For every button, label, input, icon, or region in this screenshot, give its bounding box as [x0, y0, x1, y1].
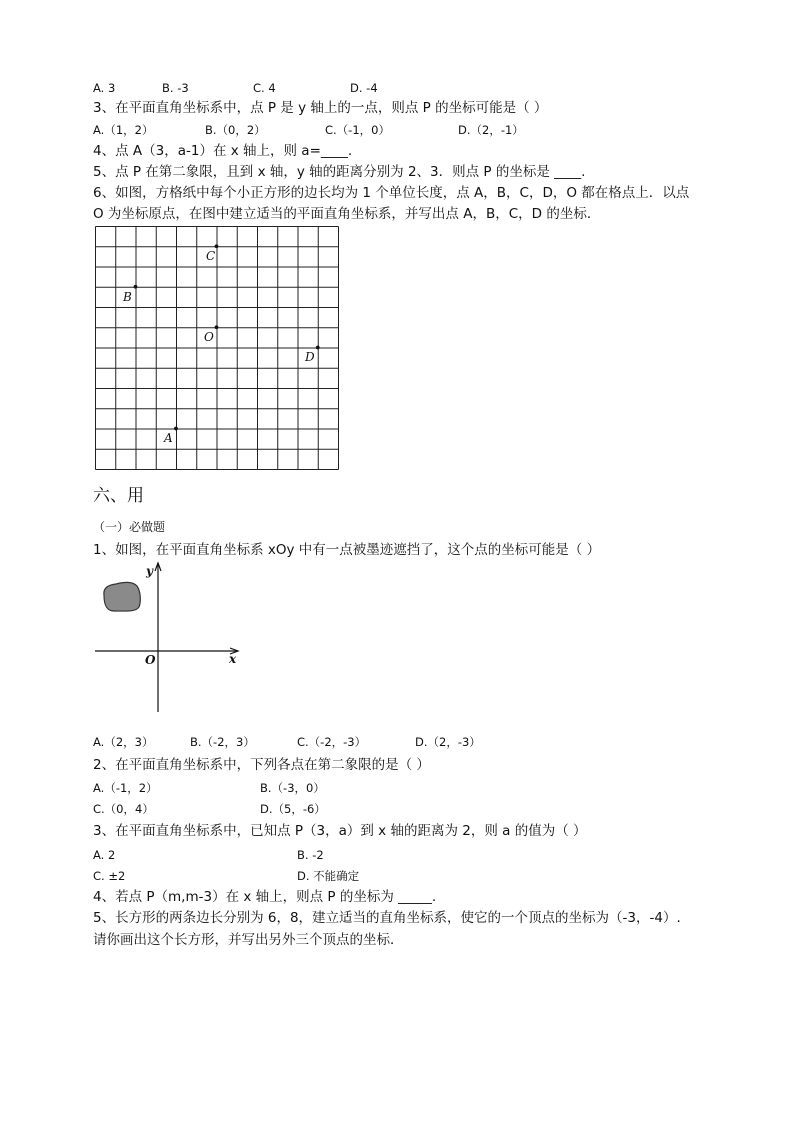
s3-stem: 3、在平面直角坐标系中，已知点 P（3，a）到 x 轴的距离为 2，则 a 的值为（ ） [93, 823, 587, 839]
origin-label: O [145, 653, 156, 667]
s5-line-1: 5、长方形的两条边长分别为 6，8，建立适当的直角坐标系，使它的一个顶点的坐标为（-3，-4）. [93, 910, 681, 926]
point-d-label: D [305, 350, 315, 364]
q5-stem: 5、点 P 在第二象限，且到 x 轴，y 轴的距离分别为 2、3．则点 P 的坐标是 ____. [93, 164, 586, 180]
section-title: 六、用 [93, 486, 144, 506]
point-d [316, 346, 320, 350]
s1-option-a: A.（2，3） [93, 735, 154, 749]
s3-option-c: C. ±2 [93, 869, 126, 883]
s3-option-a: A. 2 [93, 848, 116, 862]
s2-option-a: A.（-1，2） [93, 781, 158, 795]
s3-option-d: D. 不能确定 [297, 869, 360, 883]
q3-stem: 3、在平面直角坐标系中，点 P 是 y 轴上的一点，则点 P 的坐标可能是（ ） [93, 100, 548, 116]
s2-stem: 2、在平面直角坐标系中，下列各点在第二象限的是（ ） [93, 757, 430, 773]
prev-option-b: B. -3 [162, 81, 189, 95]
point-b-label: B [123, 290, 132, 304]
prev-option-c: C. 4 [253, 81, 276, 95]
s5-line-2: 请你画出这个长方形，并写出另外三个顶点的坐标． [93, 932, 404, 948]
q3-option-d: D.（2，-1） [458, 123, 524, 137]
q6-line-1: 6、如图，方格纸中每个小正方形的边长均为 1 个单位长度，点 A，B，C，D，O 都在格点上．以点 [93, 185, 690, 201]
s1-option-b: B.（-2，3） [190, 735, 255, 749]
ink-blot-figure [90, 558, 250, 718]
s2-option-c: C.（0，4） [93, 802, 154, 816]
point-o [215, 325, 219, 329]
grid-figure [95, 226, 340, 470]
grid-lines [96, 227, 339, 470]
s1-option-d: D.（2，-3） [415, 735, 481, 749]
q3-option-a: A.（1，2） [93, 123, 154, 137]
s1-option-c: C.（-2，-3） [297, 735, 367, 749]
s2-option-b: B.（-3，0） [260, 781, 325, 795]
point-c [215, 244, 219, 248]
point-a-label: A [164, 431, 173, 445]
section-subtitle: （一）必做题 [93, 520, 166, 534]
point-b [134, 285, 138, 289]
q4-stem: 4、点 A（3，a-1）在 x 轴上，则 a=____. [93, 143, 353, 159]
s1-stem: 1、如图，在平面直角坐标系 xOy 中有一点被墨迹遮挡了，这个点的坐标可能是（ ） [93, 542, 601, 558]
s2-option-d: D.（5，-6） [260, 802, 326, 816]
point-c-label: C [206, 249, 216, 263]
q6-line-2: O 为坐标原点，在图中建立适当的平面直角坐标系，并写出点 A，B，C，D 的坐标． [93, 206, 601, 222]
point-a [174, 427, 178, 431]
s3-option-b: B. -2 [297, 848, 324, 862]
q3-option-c: C.（-1，0） [325, 123, 390, 137]
x-axis-label: x [229, 652, 237, 666]
point-o-label: O [204, 330, 214, 344]
prev-option-d: D. -4 [350, 81, 378, 95]
prev-option-a: A. 3 [93, 81, 116, 95]
q3-option-b: B.（0，2） [205, 123, 266, 137]
s4-stem: 4、若点 P（m,m-3）在 x 轴上，则点 P 的坐标为 _____. [93, 889, 437, 905]
y-axis-label: y [146, 564, 153, 578]
ink-blot [104, 582, 140, 611]
